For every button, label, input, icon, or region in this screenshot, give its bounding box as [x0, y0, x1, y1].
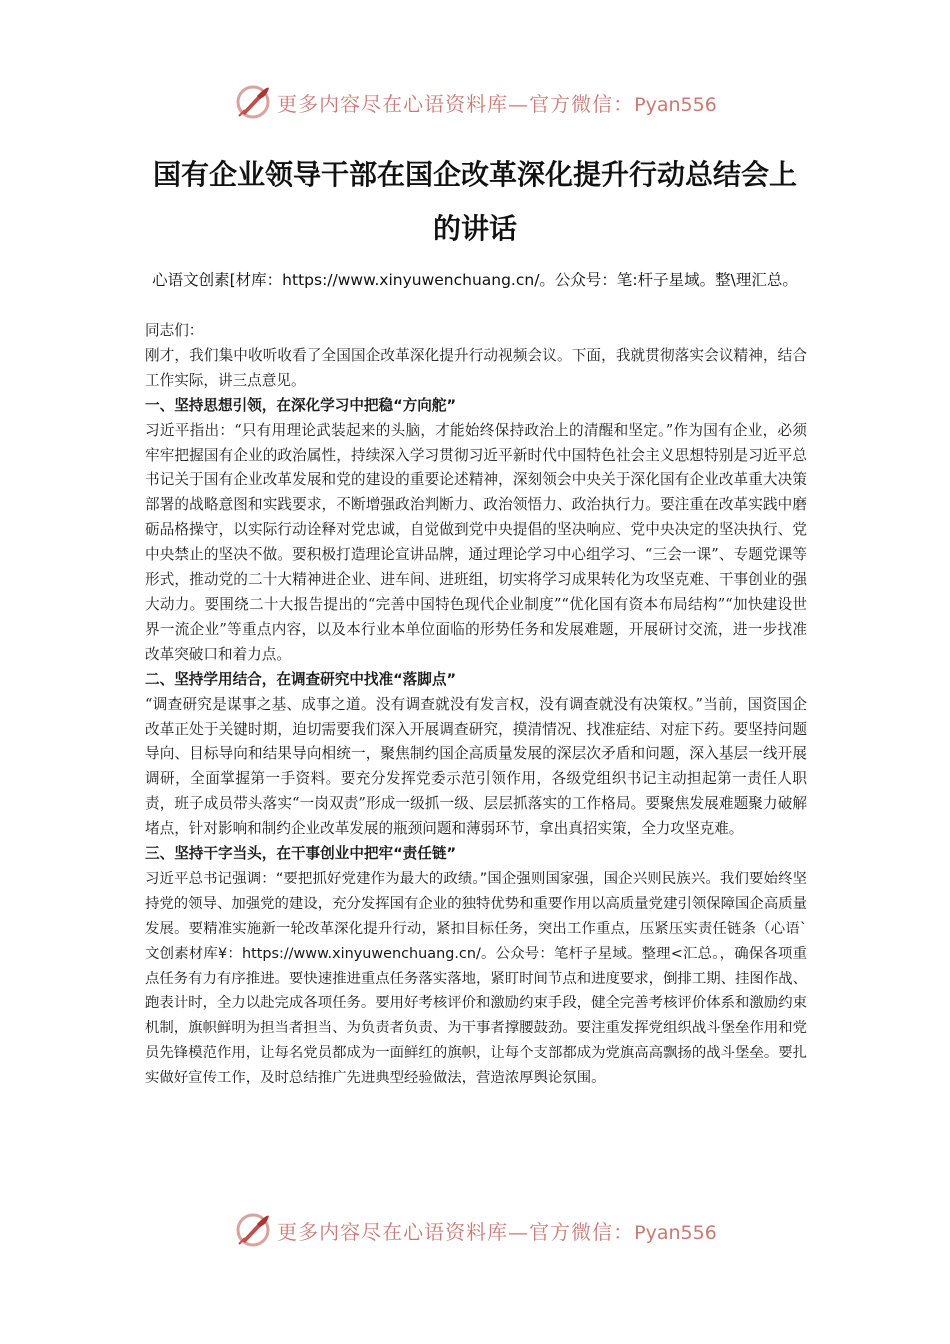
section-body-2: “调查研究是谋事之基、成事之道。没有调查就没有发言权，没有调查就没有决策权。”当前，国资国企改革正处于关键时期，迫切需要我们深入开展调查研究，摸清情况、找准症结、对症下药。要坚持问题导向、目标导向和结果导向相统一，聚焦制约国企高质量发展的深层次矛盾和问题，深入基层一线开展调研，全面掌握第一手资料。要充分发挥党委示范引领作用，各级党组织书记主动担起第一责任人职责，班子成员带头落实“一岗双责”形成一级抓一级、层层抓落实的工作格局。要聚焦发展难题聚力破解堵点，针对影响和制约企业改革发展的瓶颈问题和薄弱环节，拿出真招实策，全力攻坚克难。 [145, 695, 807, 838]
intro-paragraph: 刚才，我们集中收听收看了全国国企改革深化提升行动视频会议。下面，我就贯彻落实会议精神，结合工作实际，讲三点意见。 [145, 346, 807, 389]
watermark-banner-bottom [0, 1210, 950, 1250]
wechat-id: Pyan556 [634, 93, 717, 116]
section-heading-2: 二、坚持学用结合，在调查研究中找准“落脚点” [145, 670, 457, 688]
greeting: 同志们： [145, 322, 204, 339]
watermark-text: 更多内容尽在心语资料库—官方微信：Pyan556 [277, 1219, 717, 1244]
source-line: 心语文创素[材库：https://www.xinyuwenchuang.cn/。公众号：笔:杆子星域。整\理汇总。 [152, 271, 798, 289]
quill-logo-icon [233, 82, 273, 122]
section-body-1: 习近平指出：“只有用理论武装起来的头脑，才能始终保持政治上的清醒和坚定。”作为国有企业，必须牢牢把握国有企业的政治属性，持续深入学习贯彻习近平新时代中国特色社会主义思想特别是习近平总书记关于国有企业改革发展和党的建设的重要论述精神，深刻领会中央关于深化国有企业改革重大决策部署的战略意图和实践要求，不断增强政治判断力、政治领悟力、政治执行力。要注重在改革实践中磨砺品格操守，以实际行动诠释对党忠诚，自觉做到党中央提倡的坚决响应、党中央决定的坚决执行、党中央禁止的坚决不做。要积极打造理论宣讲品牌，通过理论学习中心组学习、“三会一课”、专题党课等形式，推动党的二十大精神进企业、进车间、进班组，切实将学习成果转化为攻坚克难、干事创业的强大动力。要围绕二十大报告提出的“完善中国特色现代企业制度”“优化国有资本布局结构”“加快建设世界一流企业”等重点内容，以及本行业本单位面临的形势任务和发展难题，开展研讨交流，进一步找准改革突破口和着力点。 [145, 421, 807, 663]
speech-body [145, 319, 807, 1091]
section-body-3: 习近平总书记强调：“要把抓好党建作为最大的政绩。”国企强则国家强，国企兴则民族兴。我们要始终坚持党的领导、加强党的建设，充分发挥国有企业的独特优势和重要作用以高质量党建引领保障国企高质量发展。要精准实施新一轮改革深化提升行动，紧扣目标任务，突出工作重点，压紧压实责任链条（心语`文创素材库¥：https://www.xinyuwenchuang.cn/。公众号：笔杆子星域。整理<汇总。，确保各项重点任务有力有序推进。要快速推进重点任务落实落地，紧盯时间节点和进度要求，倒排工期、挂图作战、跑表计时，全力以赴完成各项任务。要用好考核评价和激励约束手段，健全完善考核评价体系和激励约束机制，旗帜鲜明为担当者担当、为负责者负责、为干事者撑腰鼓劲。要注重发挥党组织战斗堡垒作用和党员先锋模范作用，让每名党员都成为一面鲜红的旗帜，让每个支部都成为党旗高高飘扬的战斗堡垒。要扎实做好宣传工作，及时总结推广先进典型经验做法，营造浓厚舆论氛围。 [145, 870, 807, 1087]
wechat-id: Pyan556 [634, 1221, 717, 1244]
section-heading-1: 一、坚持思想引领，在深化学习中把稳“方向舵” [145, 396, 457, 414]
document-title: 国有企业领导干部在国企改革深化提升行动总结会上的讲话 [152, 158, 797, 245]
section-heading-3: 三、坚持干字当头，在干事创业中把牢“责任链” [145, 845, 457, 863]
quill-logo-icon [233, 1210, 273, 1250]
watermark-banner-top [0, 82, 950, 122]
watermark-text: 更多内容尽在心语资料库—官方微信：Pyan556 [277, 91, 717, 116]
